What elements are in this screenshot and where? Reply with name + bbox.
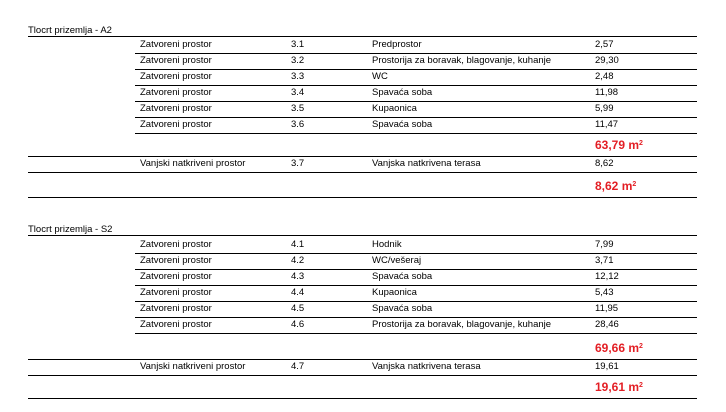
room-number: 4.4	[291, 287, 305, 298]
space-type: Zatvoreni prostor	[140, 103, 212, 114]
table-row	[135, 85, 697, 102]
room-number: 3.6	[291, 119, 305, 130]
room-number: 4.3	[291, 271, 305, 282]
table-row	[135, 237, 697, 254]
space-type: Zatvoreni prostor	[140, 55, 212, 66]
room-area: 3,71	[595, 255, 614, 266]
space-type: Zatvoreni prostor	[140, 119, 212, 130]
space-type: Zatvoreni prostor	[140, 255, 212, 266]
room-number: 4.5	[291, 303, 305, 314]
space-type: Zatvoreni prostor	[140, 303, 212, 314]
room-name: Prostorija za boravak, blagovanje, kuhanje	[372, 55, 552, 66]
table-row	[135, 253, 697, 270]
room-number: 4.1	[291, 239, 305, 250]
room-number: 4.2	[291, 255, 305, 266]
unit-superscript: 2	[632, 181, 637, 188]
room-name: WC/vešeraj	[372, 255, 422, 266]
table-row	[135, 285, 697, 302]
space-type: Zatvoreni prostor	[140, 287, 212, 298]
room-number: 3.1	[291, 39, 305, 50]
space-type: Zatvoreni prostor	[140, 87, 212, 98]
space-type: Vanjski natkriveni prostor	[140, 361, 246, 372]
unit-superscript: 2	[639, 343, 643, 350]
closed-area-total: 69,66 $m^2$	[595, 341, 643, 355]
room-area: 11,47	[595, 119, 619, 130]
section-divider	[28, 375, 697, 376]
space-type: Zatvoreni prostor	[140, 319, 212, 330]
space-type: Zatvoreni prostor	[140, 39, 212, 50]
section-divider	[28, 235, 697, 236]
room-number: 4.7	[291, 361, 305, 372]
room-number: 4.6	[291, 319, 305, 330]
room-number: 3.3	[291, 71, 305, 82]
room-name: Vanjska natkrivena terasa	[372, 158, 481, 169]
closed-area-total: 63,79 $m^2$	[595, 138, 643, 152]
room-area: 7,99	[595, 239, 614, 250]
table-row	[135, 37, 697, 54]
room-area: 29,30	[595, 55, 619, 66]
room-area: 5,43	[595, 287, 614, 298]
room-area: 8,62	[595, 158, 614, 169]
space-type: Zatvoreni prostor	[140, 71, 212, 82]
room-area: 2,57	[595, 39, 614, 50]
room-area: 12,12	[595, 271, 619, 282]
room-number: 3.5	[291, 103, 305, 114]
room-name: Spavaća soba	[372, 303, 433, 314]
room-area: 2,48	[595, 71, 614, 82]
table-row-outdoor	[135, 359, 697, 376]
room-name: Kupaonica	[372, 287, 417, 298]
section-divider	[28, 197, 697, 198]
room-name: Prostorija za boravak, blagovanje, kuhanje	[372, 319, 552, 330]
room-name: Spavaća soba	[372, 271, 433, 282]
table-row	[135, 317, 697, 334]
space-type: Vanjski natkriveni prostor	[140, 158, 246, 169]
room-name: Hodnik	[372, 239, 402, 250]
table-row	[135, 269, 697, 286]
table-row	[135, 117, 697, 134]
room-name: Spavaća soba	[372, 119, 433, 130]
room-area: 19,61	[595, 361, 619, 372]
room-name: Predprostor	[372, 39, 422, 50]
unit-superscript: 2	[639, 382, 643, 389]
space-type: Zatvoreni prostor	[140, 271, 212, 282]
room-area: 11,98	[595, 87, 619, 98]
room-number: 3.2	[291, 55, 305, 66]
section-title: Tlocrt prizemlja - A2	[28, 25, 112, 36]
outdoor-area-total: 8,62 $m^2$	[595, 179, 637, 193]
room-area: 28,46	[595, 319, 619, 330]
unit-superscript: 2	[639, 140, 643, 147]
room-name: Spavaća soba	[372, 87, 433, 98]
room-name: WC	[372, 71, 388, 82]
room-area: 11,95	[595, 303, 619, 314]
section-divider	[28, 398, 697, 399]
room-name: Vanjska natkrivena terasa	[372, 361, 481, 372]
room-name: Kupaonica	[372, 103, 417, 114]
section-divider	[28, 172, 697, 173]
space-type: Zatvoreni prostor	[140, 239, 212, 250]
table-row	[135, 69, 697, 86]
room-number: 3.4	[291, 87, 305, 98]
section-title: Tlocrt prizemlja - S2	[28, 224, 113, 235]
table-row	[135, 101, 697, 118]
room-area: 5,99	[595, 103, 614, 114]
table-row-outdoor	[135, 156, 697, 173]
table-row	[135, 301, 697, 318]
outdoor-area-total: 19,61 $m^2$	[595, 380, 643, 394]
room-number: 3.7	[291, 158, 305, 169]
table-row	[135, 53, 697, 70]
